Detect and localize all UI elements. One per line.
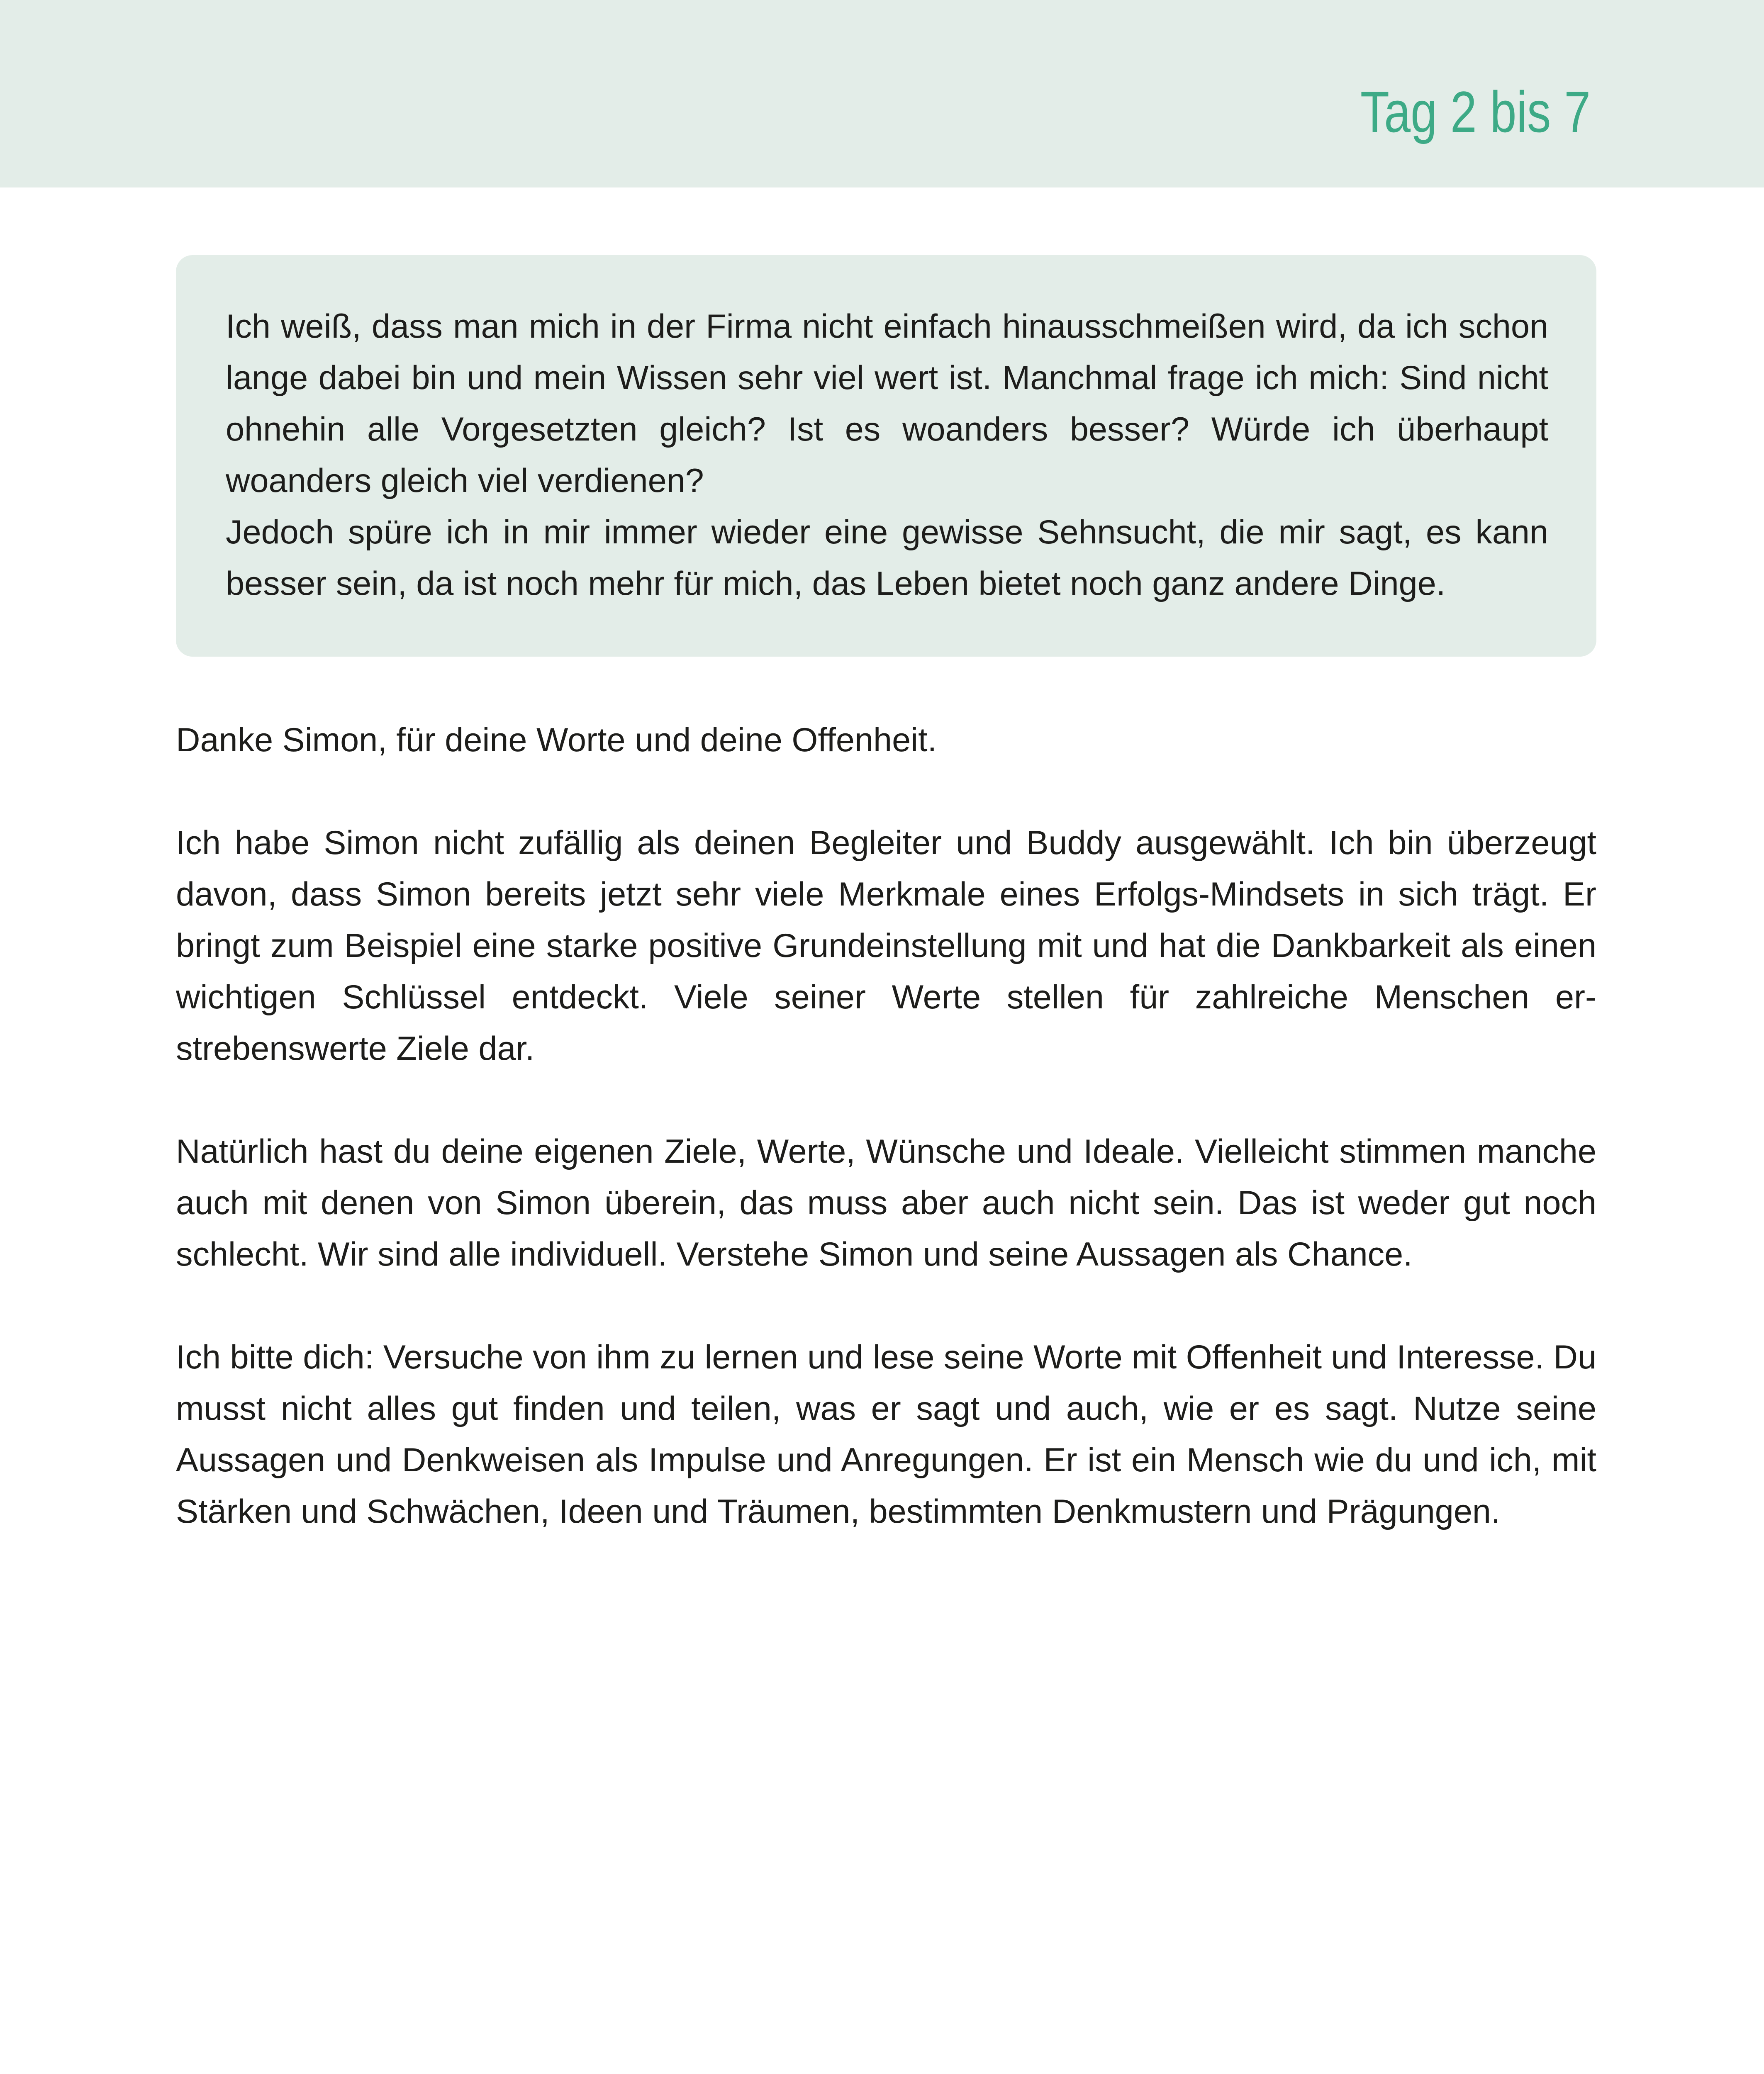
body-paragraph: Ich habe Simon nicht zufällig als deinen Begleiter und Buddy ausgewählt. Ich bin überzeugt davon, dass Simon bereits jetzt sehr viele Merkmale eines Erfolgs-Mindsets in sich trägt. Er bringt zum Beispiel eine starke positive Grundeinstellung mit und hat die Dankbarkeit als einen wichtigen Schlüssel entdeckt. Viele seiner Werte stellen für zahlreiche Menschen erstrebenswerte Ziele dar. xyxy=(176,824,1596,1067)
body-text xyxy=(176,714,1596,1589)
body-paragraph: Natürlich hast du deine eigenen Ziele, Werte, Wünsche und Ideale. Vielleicht stimmen manche auch mit denen von Simon überein, das muss aber auch nicht sein. Das ist weder gut noch schlecht. Wir sind alle individuell. Verstehe Simon und seine Aussagen als Chance. xyxy=(176,1133,1596,1273)
chapter-title: Tag 2 bis 7 xyxy=(1360,79,1591,144)
body-paragraph: Danke Simon, für deine Worte und deine Offenheit. xyxy=(176,721,937,759)
quote-paragraph: Jedoch spüre ich in mir immer wieder eine gewisse Sehnsucht, die mir sagt, es kann besser sein, da ist noch mehr für mich, das Leben bietet noch ganz andere Dinge. xyxy=(226,514,1548,602)
quote-paragraph: Ich weiß, dass man mich in der Firma nicht einfach hinausschmeißen wird, da ich schon lange dabei bin und mein Wissen sehr viel wert ist. Manchmal frage ich mich: Sind nicht ohnehin alle Vorgesetzten gleich? Ist es woanders besser? Würde ich überhaupt woanders gleich viel verdienen? xyxy=(226,308,1548,499)
header-band xyxy=(0,0,1764,187)
body-paragraph: Ich bitte dich: Versuche von ihm zu lernen und lese seine Worte mit Offenheit und Interesse. Du musst nicht alles gut finden und teilen, was er sagt und auch, wie er es sagt. Nutze seine Aussagen und Denkweisen als Impulse und Anregungen. Er ist ein Mensch wie du und ich, mit Stärken und Schwächen, Ideen und Träumen, bestimmten Denkmustern und Prägungen. xyxy=(176,1339,1596,1530)
quote-box xyxy=(176,255,1596,657)
